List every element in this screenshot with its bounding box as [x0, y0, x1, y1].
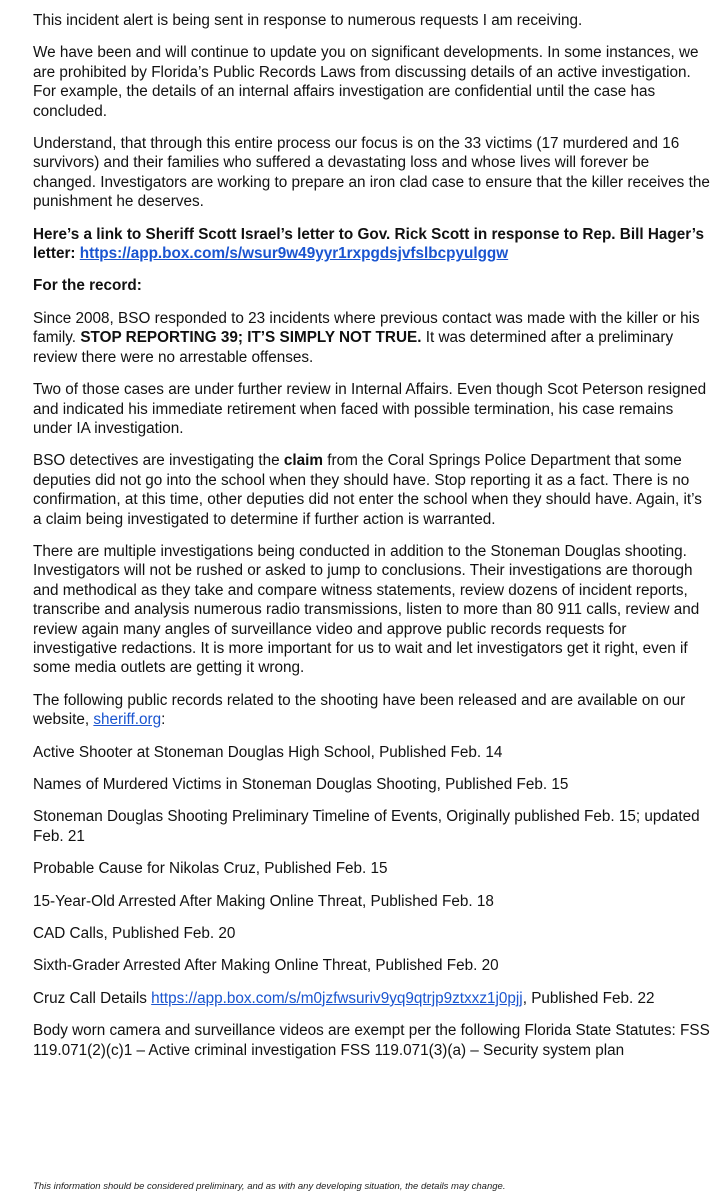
claim-paragraph [33, 451, 713, 529]
records-intro-paragraph [33, 691, 713, 730]
record-item: Stoneman Douglas Shooting Preliminary Timeline of Events, Originally published Feb. 15; updated Feb. 21 [33, 808, 700, 845]
record-item: Active Shooter at Stoneman Douglas High School, Published Feb. 14 [33, 743, 503, 761]
record-item: CAD Calls, Published Feb. 20 [33, 925, 236, 943]
sheriff-website-link[interactable]: sheriff.org [93, 711, 162, 729]
updates-paragraph: We have been and will continue to update you on significant developments. In some instances, we are prohibited by Florida’s Public Records Laws from discussing details of an active investigation. For example, the details of an internal affairs investigation are confidential until the case has concluded. [33, 44, 699, 120]
claim-text-c: from the Coral Springs Police Department that some deputies did not go into the school when they should have. Stop reporting it as a fact. There is no confirmation, at this time, other deputies did not enter the school when they should have. Again, it’s a claim being investigated to determine if further action is warranted. [33, 452, 702, 528]
cruz-call-link[interactable]: https://app.box.com/s/m0jzfwsuriv9yq9qtrjp9ztxxz1j0pjj [151, 989, 523, 1007]
letter-link[interactable]: https://app.box.com/s/wsur9w49yyr1rxpgdsjvfslbcpyulggw [79, 245, 509, 263]
since-text-c: It was determined after a preliminary review there were no arrestable offenses. [33, 329, 674, 366]
statutes-paragraph: Body worn camera and surveillance videos are exempt per the following Florida State Statutes: FSS 119.071(2)(c)1 – Active criminal investigation FSS 119.071(3)(a) – Security system plan [33, 1022, 710, 1059]
intro-paragraph: This incident alert is being sent in response to numerous requests I am receiving. [33, 12, 583, 29]
record-item: Names of Murdered Victims in Stoneman Douglas Shooting, Published Feb. 15 [33, 776, 569, 793]
letter-text: Here’s a link to Sheriff Scott Israel’s letter to Gov. Rick Scott in response to Rep. Bill Hager’s letter: [33, 225, 704, 263]
investigations-paragraph: There are multiple investigations being conducted in addition to the Stoneman Douglas shooting. Investigators will not be rushed or asked to jump to conclusions. Their investigations are thorough and methodical as they take and compare witness statements, review dozens of incident reports, transcribe and analysis numerous radio transmissions, listen to more than 80 911 calls, review and review again many angles of surveillance video and approve public records requests for investigative redactions. It is more important for us to wait and let investigators get it right, even if some media outlets are getting it wrong. [33, 542, 700, 677]
records-intro-text: The following public records related to the shooting have been released and are available on our website, [33, 691, 686, 729]
document-body [33, 11, 713, 1073]
focus-paragraph: Understand, that through this entire process our focus is on the 33 victims (17 murdered and 16 survivors) and their families who suffered a devastating loss and whose lives will forever be changed. Investigators are working to prepare an iron clad case to ensure that the killer receives the punishment he deserves. [33, 135, 710, 211]
stop-reporting-emphasis: STOP REPORTING 39; IT’S SIMPLY NOT TRUE. [80, 329, 422, 347]
letter-paragraph [33, 225, 713, 264]
cruz-text-c: , Published Feb. 22 [522, 989, 655, 1007]
footer-disclaimer: This information should be considered preliminary, and as with any developing situation, the details may change. [33, 1181, 506, 1192]
since-2008-paragraph [33, 309, 713, 367]
cruz-call-details [33, 989, 713, 1008]
record-item: Probable Cause for Nikolas Cruz, Published Feb. 15 [33, 860, 388, 878]
records-colon: : [161, 711, 166, 729]
claim-text-a: BSO detectives are investigating the [33, 452, 284, 470]
cruz-text-a: Cruz Call Details [33, 989, 152, 1007]
record-item: Sixth-Grader Arrested After Making Online Threat, Published Feb. 20 [33, 957, 499, 975]
since-text-a: Since 2008, BSO responded to 23 incidents where previous contact was made with the killer or his family. [33, 309, 700, 347]
claim-emphasis: claim [283, 452, 323, 470]
two-cases-paragraph: Two of those cases are under further review in Internal Affairs. Even though Scot Peterson resigned and indicated his immediate retirement when faced with possible termination, his case remains under IA investigation. [33, 381, 707, 437]
record-item: 15-Year-Old Arrested After Making Online Threat, Published Feb. 18 [33, 892, 494, 910]
record-heading: For the record: [33, 277, 142, 295]
